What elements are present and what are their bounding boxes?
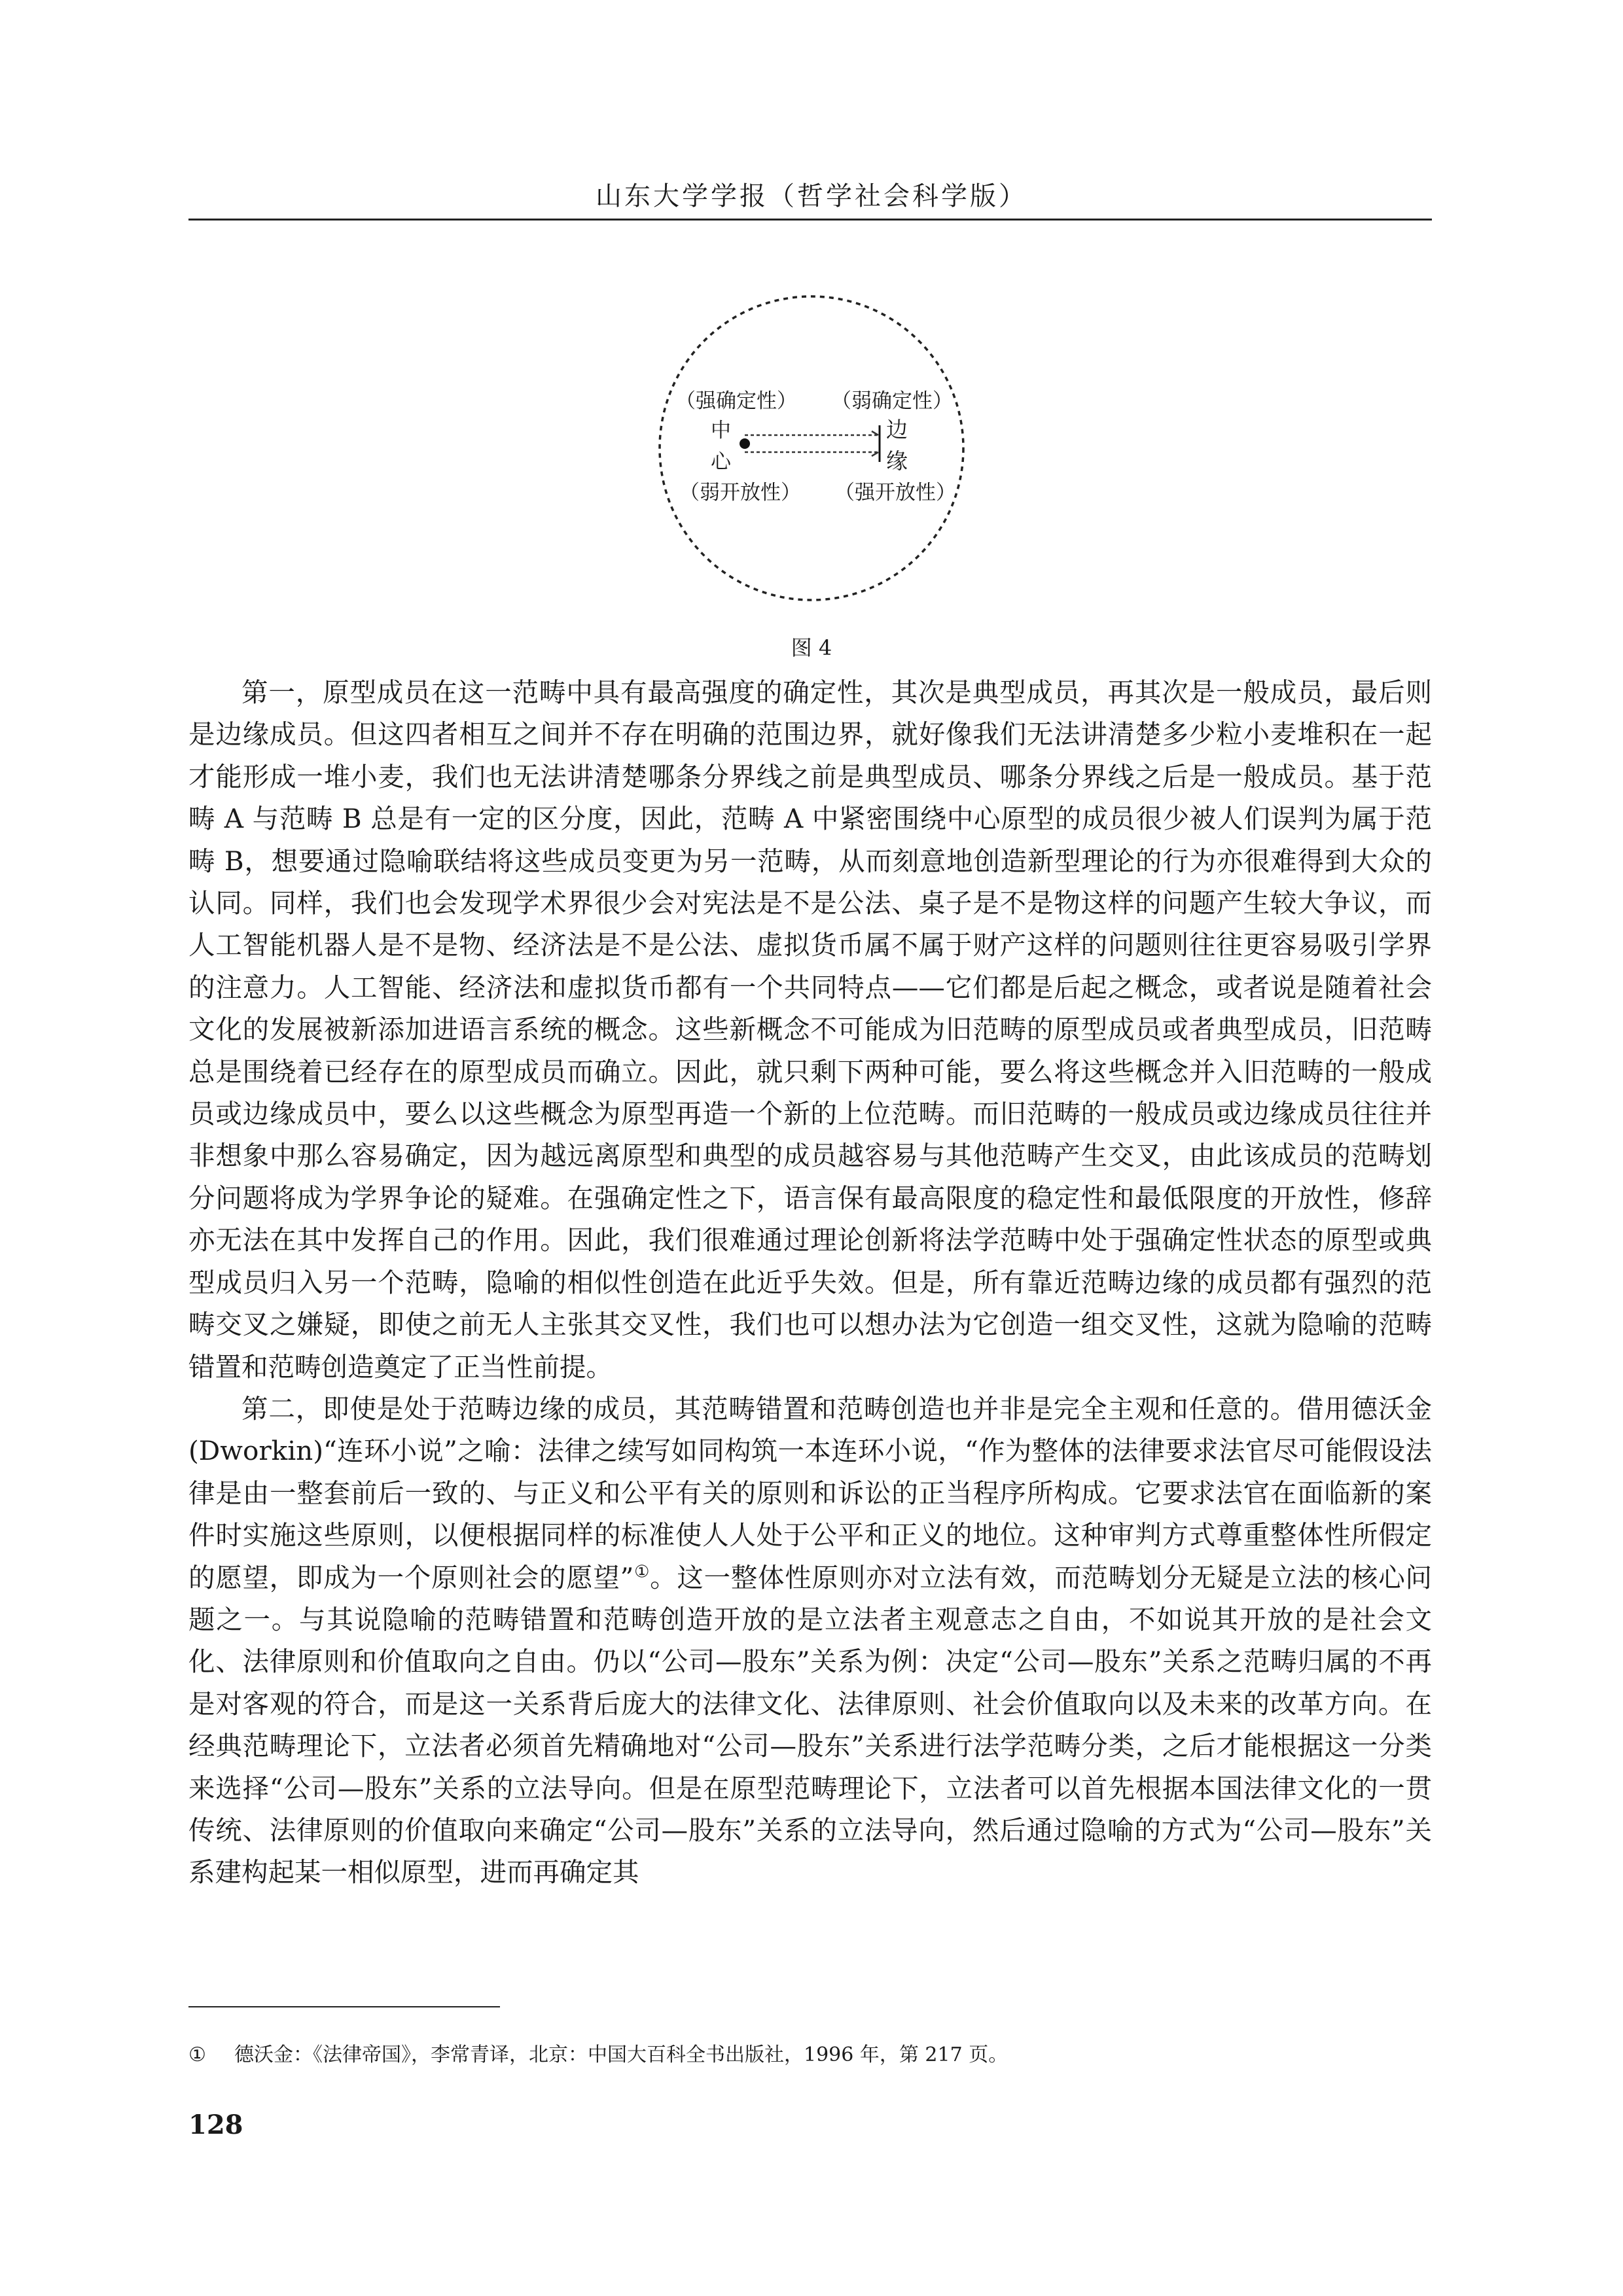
label-strong-openness: （强开放性） xyxy=(834,481,956,504)
center-dot xyxy=(740,438,750,449)
label-edge-char-1: 边 xyxy=(886,417,908,442)
header-rule xyxy=(188,219,1432,221)
journal-title: 山东大学学报（哲学社会科学版） xyxy=(596,181,1027,211)
footnote xyxy=(188,2041,1432,2069)
footnote-rule xyxy=(188,2006,500,2007)
label-edge-char-2: 缘 xyxy=(886,448,908,474)
figure-4-diagram xyxy=(615,288,1008,615)
page-number: 128 xyxy=(188,2110,243,2140)
body-text xyxy=(188,671,1432,1894)
label-strong-certainty: （强确定性） xyxy=(675,389,797,413)
paragraph-2-part-1: 第二，即使是处于范畴边缘的成员，其范畴错置和范畴创造也并非是完全主观和任意的。借用德沃金(Dworkin)“连环小说”之喻：法律之续写如同构筑一本连环小说，“作为整体的法律要求法官尽可能假设法律是由一整套前后一致的、与正义和公平有关的原则和诉讼的正当程序所构成。它要求法官在面临新的案件时实施这些原则，以便根据同样的标准使人人处于公平和正义的地位。这种审判方式尊重整体性所假定的愿望，即成为一个原则社会的愿望” xyxy=(188,1392,1432,1593)
category-boundary-circle xyxy=(660,296,963,600)
figure-caption: 图 4 xyxy=(791,635,832,660)
paragraph-2 xyxy=(188,1388,1432,1894)
paragraph-1: 第一，原型成员在这一范畴中具有最高强度的确定性，其次是典型成员，再其次是一般成员，最后则是边缘成员。但这四者相互之间并不存在明确的范围边界，就好像我们无法讲清楚多少粒小麦堆积在一起才能形成一堆小麦，我们也无法讲清楚哪条分界线之前是典型成员、哪条分界线之后是一般成员。基于范畴 A 与范畴 B 总是有一定的区分度，因此，范畴 A 中紧密围绕中心原型的成员很少被人们误判为属于范畴 B，想要通过隐喻联结将这些成员变更为另一范畴，从而刻意地创造新型理论的行为亦很难得到大众的认同。同样，我们也会发现学术界很少会对宪法是不是公法、桌子是不是物这样的问题产生较大争议，而人工智能机器人是不是物、经济法是不是公法、虚拟货币属不属于财产这样的问题则往往更容易吸引学界的注意力。人工智能、经济法和虚拟货币都有一个共同特点——它们都是后起之概念，或者说是随着社会文化的发展被新添加进语言系统的概念。这些新概念不可能成为旧范畴的原型成员或者典型成员，旧范畴总是围绕着已经存在的原型成员而确立。因此，就只剩下两种可能，要么将这些概念并入旧范畴的一般成员或边缘成员中，要么以这些概念为原型再造一个新的上位范畴。而旧范畴的一般成员或边缘成员往往并非想象中那么容易确定，因为越远离原型和典型的成员越容易与其他范畴产生交叉，由此该成员的范畴划分问题将成为学界争论的疑难。在强确定性之下，语言保有最高限度的稳定性和最低限度的开放性，修辞亦无法在其中发挥自己的作用。因此，我们很难通过理论创新将法学范畴中处于强确定性状态的原型或典型成员归入另一个范畴，隐喻的相似性创造在此近乎失效。但是，所有靠近范畴边缘的成员都有强烈的范畴交叉之嫌疑，即使之前无人主张其交叉性，我们也可以想办法为它创造一组交叉性，这就为隐喻的范畴错置和范畴创造奠定了正当性前提。 xyxy=(188,677,1432,1383)
label-center-char-1: 中 xyxy=(711,419,731,442)
footnote-marker[interactable]: ① xyxy=(633,1562,651,1582)
label-weak-certainty: （弱确定性） xyxy=(831,389,953,413)
paragraph-2-part-2: 。这一整体性原则亦对立法有效，而范畴划分无疑是立法的核心问题之一。与其说隐喻的范畴错置和范畴创造开放的是立法者主观意志之自由，不如说其开放的是社会文化、法律原则和价值取向之自由。仍以“公司—股东”关系为例：决定“公司—股东”关系之范畴归属的不再是对客观的符合，而是这一关系背后庞大的法律文化、法律原则、社会价值取向以及未来的改革方向。在经典范畴理论下，立法者必须首先精确地对“公司—股东”关系进行法学范畴分类，之后才能根据这一分类来选择“公司—股东”关系的立法导向。但是在原型范畴理论下，立法者可以首先根据本国法律文化的一贯传统、法律原则的价值取向来确定“公司—股东”关系的立法导向，然后通过隐喻的方式为“公司—股东”关系建构起某一相似原型，进而再确定其 xyxy=(188,1561,1432,1888)
footnote-number: ① xyxy=(188,2043,206,2066)
label-center-char-2: 心 xyxy=(711,450,731,474)
label-weak-openness: （弱开放性） xyxy=(679,481,801,504)
footnote-text: 德沃金：《法律帝国》，李常青译，北京：中国大百科全书出版社，1996 年，第 217 页。 xyxy=(234,2043,1008,2066)
